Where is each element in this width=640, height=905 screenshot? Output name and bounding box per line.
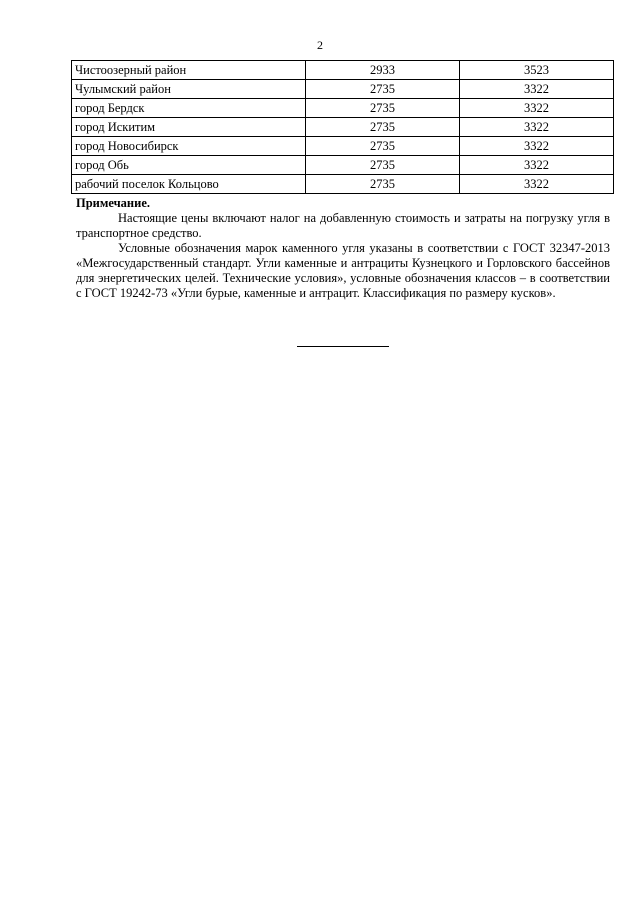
note-section <box>76 196 610 301</box>
price-cell: 2735 <box>306 99 460 118</box>
area-cell: город Обь <box>72 156 306 175</box>
area-cell: Чистоозерный район <box>72 61 306 80</box>
table-row <box>72 118 614 137</box>
table-row <box>72 61 614 80</box>
price-cell: 2735 <box>306 156 460 175</box>
price-cell: 3322 <box>460 80 614 99</box>
price-cell: 3322 <box>460 175 614 194</box>
table-row <box>72 156 614 175</box>
coal-price-table <box>71 60 614 194</box>
price-cell: 3322 <box>460 99 614 118</box>
area-cell: город Новосибирск <box>72 137 306 156</box>
price-cell: 2735 <box>306 118 460 137</box>
note-title: Примечание. <box>76 196 151 210</box>
table-row <box>72 175 614 194</box>
table-row <box>72 99 614 118</box>
area-cell: Чулымский район <box>72 80 306 99</box>
price-cell: 2735 <box>306 80 460 99</box>
price-cell: 2735 <box>306 137 460 156</box>
price-cell: 3322 <box>460 118 614 137</box>
area-cell: город Бердск <box>72 99 306 118</box>
note-paragraph: Настоящие цены включают налог на добавленную стоимость и затраты на погрузку угля в транспортное средство. <box>76 211 610 240</box>
price-cell: 3322 <box>460 156 614 175</box>
table-row <box>72 137 614 156</box>
page-number: 2 <box>317 38 323 52</box>
area-cell: рабочий поселок Кольцово <box>72 175 306 194</box>
price-cell: 2933 <box>306 61 460 80</box>
area-cell: город Искитим <box>72 118 306 137</box>
note-paragraph: Условные обозначения марок каменного угля указаны в соответствии с ГОСТ 32347-2013 «Межгосударственный стандарт. Угли каменные и антрациты Кузнецкого и Горловского бассейнов для энергетических целей. Технические условия», условные обозначения классов – в соответствии с ГОСТ 19242-73 «Угли бурые, каменные и антрацит. Классификация по размеру кусков». <box>76 241 610 300</box>
end-divider <box>297 346 389 347</box>
price-cell: 3523 <box>460 61 614 80</box>
price-cell: 3322 <box>460 137 614 156</box>
table-row <box>72 80 614 99</box>
price-cell: 2735 <box>306 175 460 194</box>
